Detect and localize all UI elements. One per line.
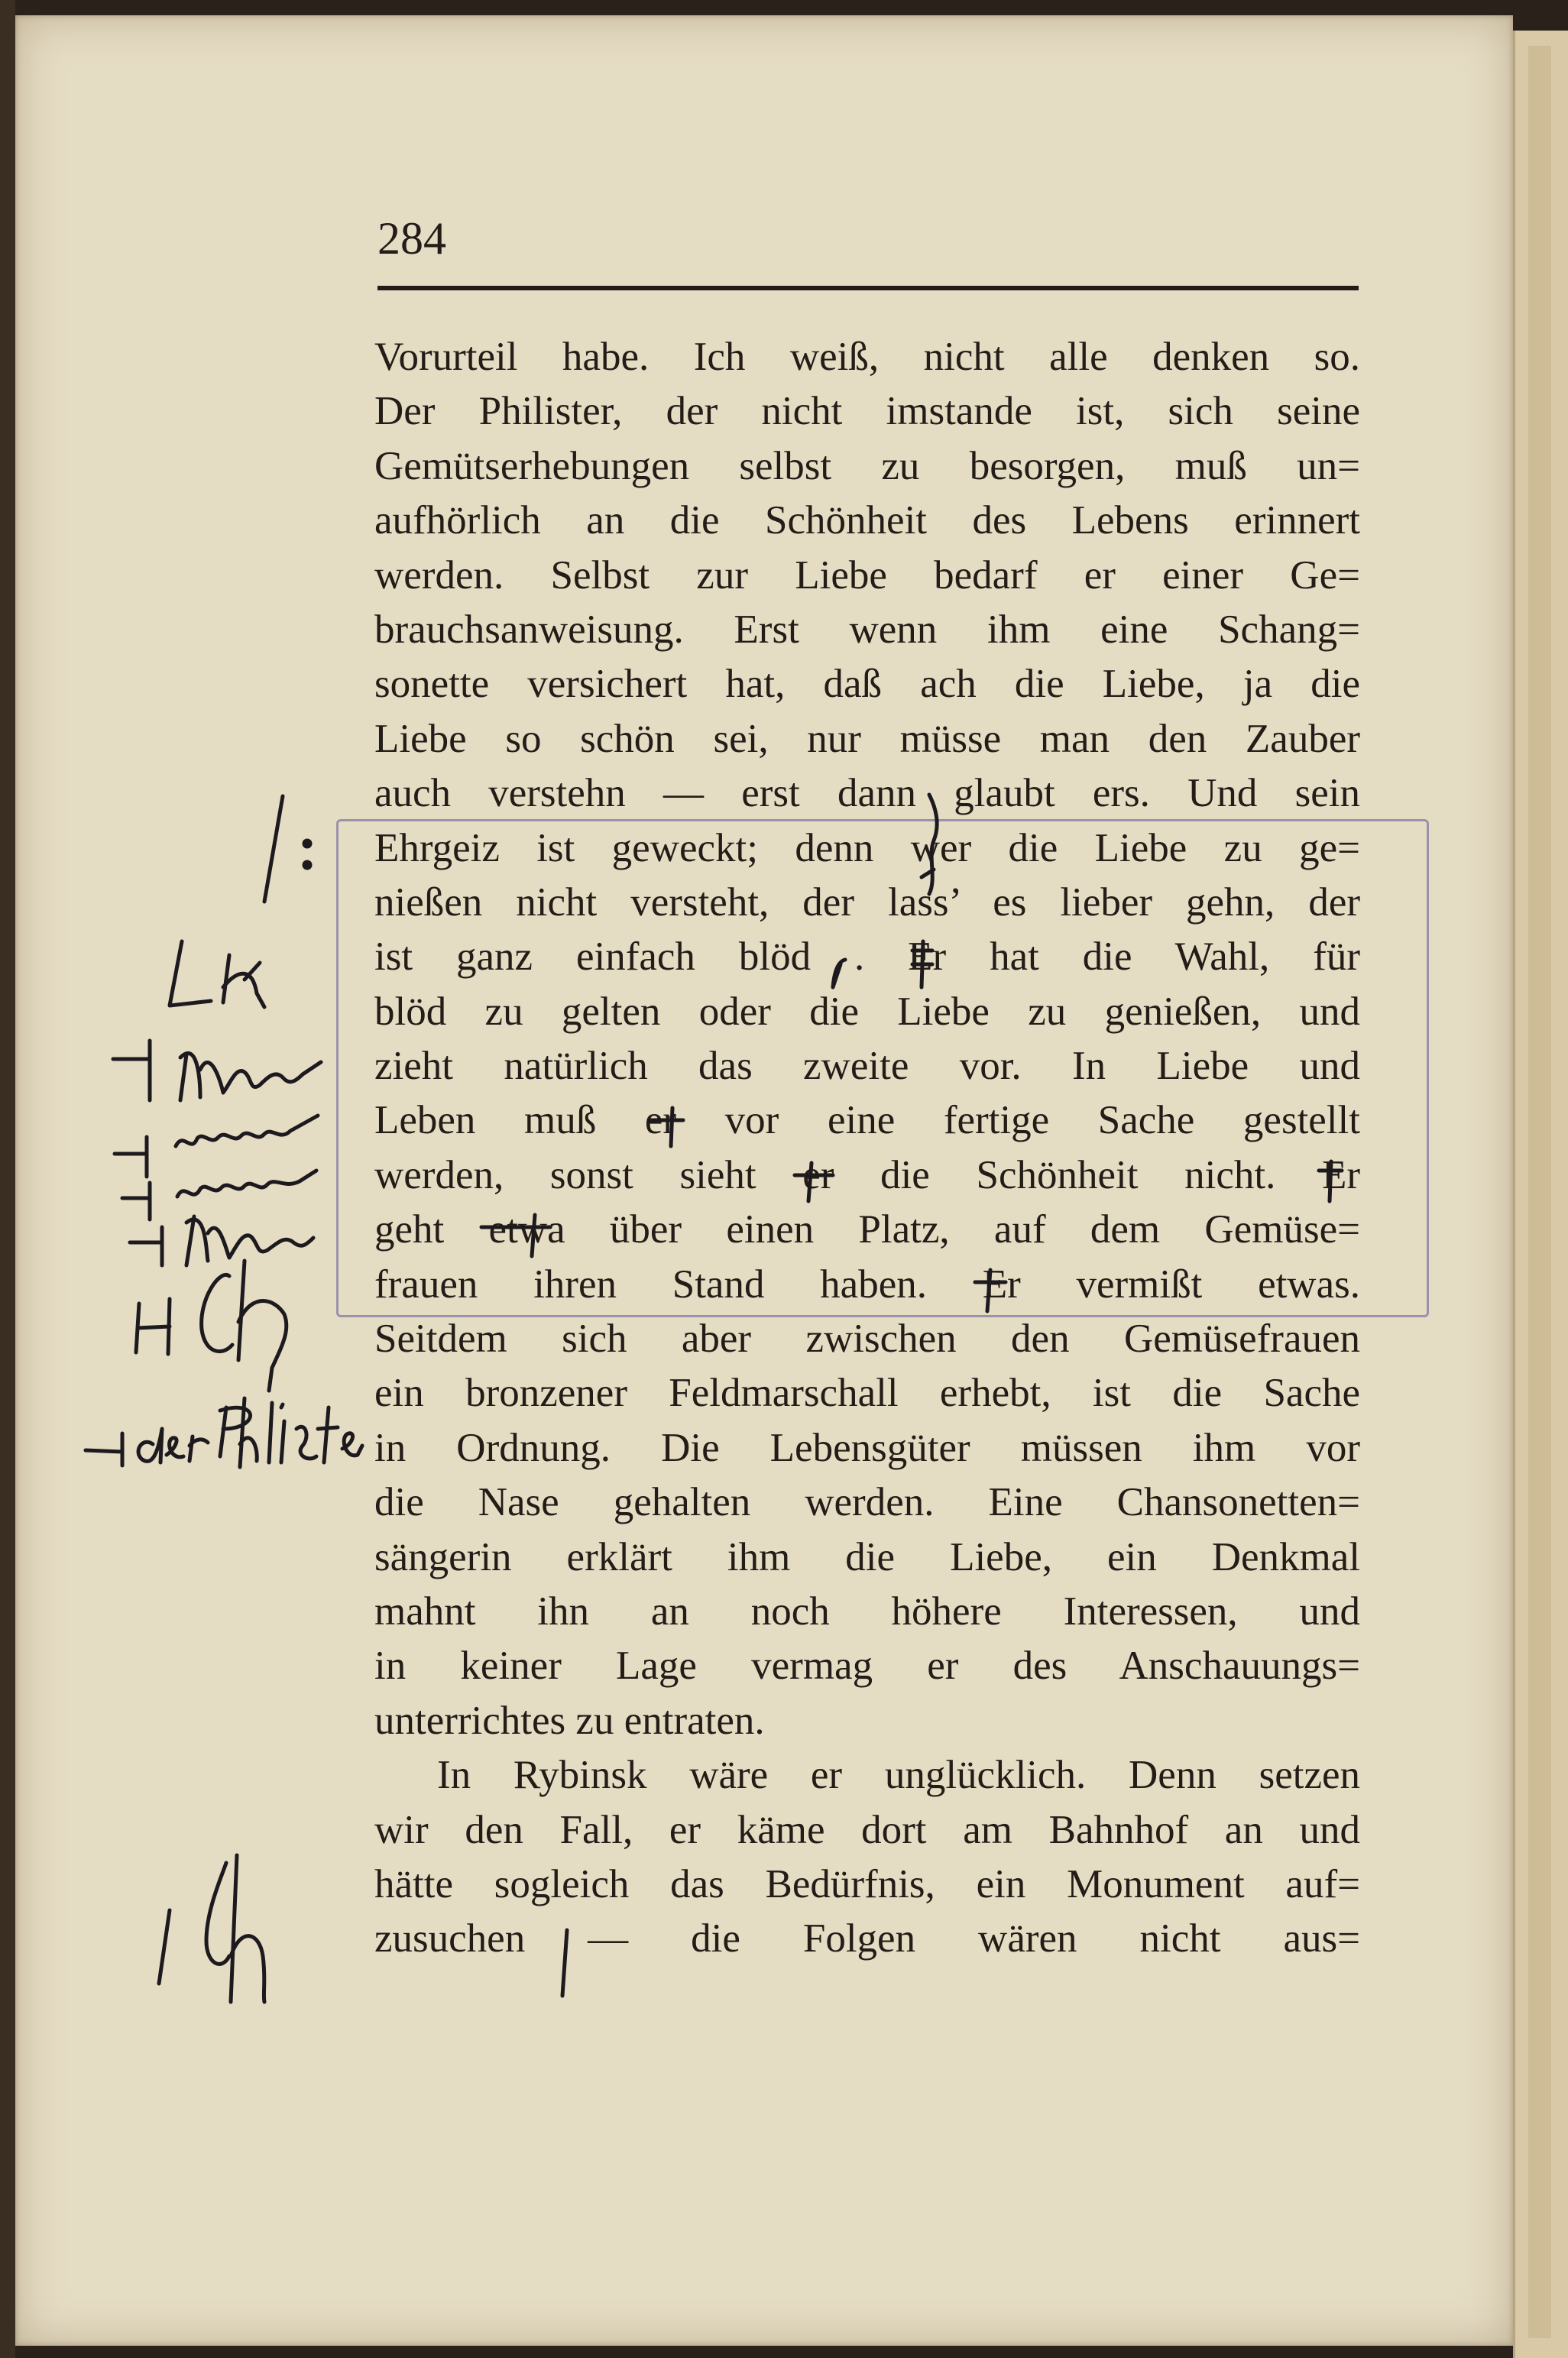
text-line: brauchsanweisung. Erst wenn ihm eine Schang= <box>374 607 1360 652</box>
page-number: 284 <box>377 213 446 264</box>
text-line: wir den Fall, er käme dort am Bahnhof an und <box>374 1807 1360 1852</box>
margin-note-ich <box>159 1855 264 2002</box>
text-line: sonette versichert hat, daß ach die Liebe, ja die <box>374 662 1360 707</box>
strike-mark <box>481 1215 550 1256</box>
text-line: Seitdem sich aber zwischen den Gemüsefrauen <box>374 1317 1360 1362</box>
margin-colon-mark <box>304 862 310 868</box>
text-line: geht etwa über einen Platz, auf dem Gemüse= <box>374 1207 1360 1252</box>
text-line: in Ordnung. Die Lebensgüter müssen ihm vor <box>374 1425 1360 1470</box>
margin-note-hch <box>136 1261 287 1391</box>
text-line: unterrichtes zu entraten. <box>374 1698 765 1743</box>
text-line: frauen ihren Stand haben. Er vermißt etwas. <box>374 1262 1360 1307</box>
text-line: mahnt ihn an noch höhere Interessen, und <box>374 1589 1360 1634</box>
text-line: Leben muß er vor eine fertige Sache gestellt <box>374 1098 1360 1143</box>
margin-slash-mark <box>264 796 283 902</box>
text-line: Liebe so schön sei, nur müsse man den Zauber <box>374 716 1360 761</box>
text-line: aufhörlich an die Schönheit des Lebens erinnert <box>374 498 1360 543</box>
text-line: blöd zu gelten oder die Liebe zu genießen, und <box>374 989 1360 1034</box>
text-line: werden, sonst sieht er die Schönheit nicht. Er <box>374 1152 1360 1197</box>
text-line: ist ganz einfach blöd . Er hat die Wahl, für <box>374 934 1360 980</box>
text-line: Gemütserhebungen selbst zu besorgen, muß un= <box>374 443 1360 488</box>
text-line: ein bronzener Feldmarschall erhebt, ist die Sache <box>374 1371 1360 1416</box>
text-line: zieht natürlich das zweite vor. In Liebe und <box>374 1044 1360 1089</box>
strike-mark <box>650 1108 683 1146</box>
strike-mark <box>1319 1161 1342 1201</box>
insertion-mark <box>922 795 937 894</box>
text-line: auch verstehn — erst dann glaubt ers. Und sein <box>374 771 1360 816</box>
text-line: die Nase gehalten werden. Eine Chansonetten= <box>374 1480 1360 1525</box>
strike-mark <box>795 1163 833 1201</box>
text-line: werden. Selbst zur Liebe bedarf er einer Ge= <box>374 552 1360 598</box>
text-line: in keiner Lage vermag er des Anschauungs= <box>374 1644 1360 1689</box>
text-line: In Rybinsk wäre er unglücklich. Denn setzen <box>437 1753 1360 1798</box>
margin-colon-mark <box>304 841 310 847</box>
strike-mark <box>912 941 932 987</box>
text-line: Der Philister, der nicht imstande ist, sich seine <box>374 389 1360 434</box>
strike-mark <box>833 960 845 987</box>
margin-note-lch <box>170 941 264 1007</box>
text-line: zusuchen — die Folgen wären nicht aus= <box>374 1916 1360 1961</box>
strike-mark <box>975 1270 1006 1311</box>
text-line: hätte sogleich das Bedürfnis, ein Monument auf= <box>374 1861 1360 1906</box>
margin-note-man-3 <box>122 1171 316 1219</box>
margin-note-der-philister <box>86 1398 362 1467</box>
text-line: Vorurteil habe. Ich weiß, nicht alle denken so. <box>374 335 1360 379</box>
margin-note-man-4 <box>130 1216 313 1265</box>
margin-note-man-2 <box>115 1116 318 1177</box>
text-line: nießen nicht versteht, der lass’ es lieber gehn, der <box>374 879 1360 925</box>
text-line: Ehrgeiz ist geweckt; denn wer die Liebe zu ge= <box>374 825 1360 870</box>
margin-note-man <box>113 1041 321 1100</box>
break-mark <box>562 1930 567 1996</box>
text-line: sängerin erklärt ihm die Liebe, ein Denkmal <box>374 1534 1360 1579</box>
